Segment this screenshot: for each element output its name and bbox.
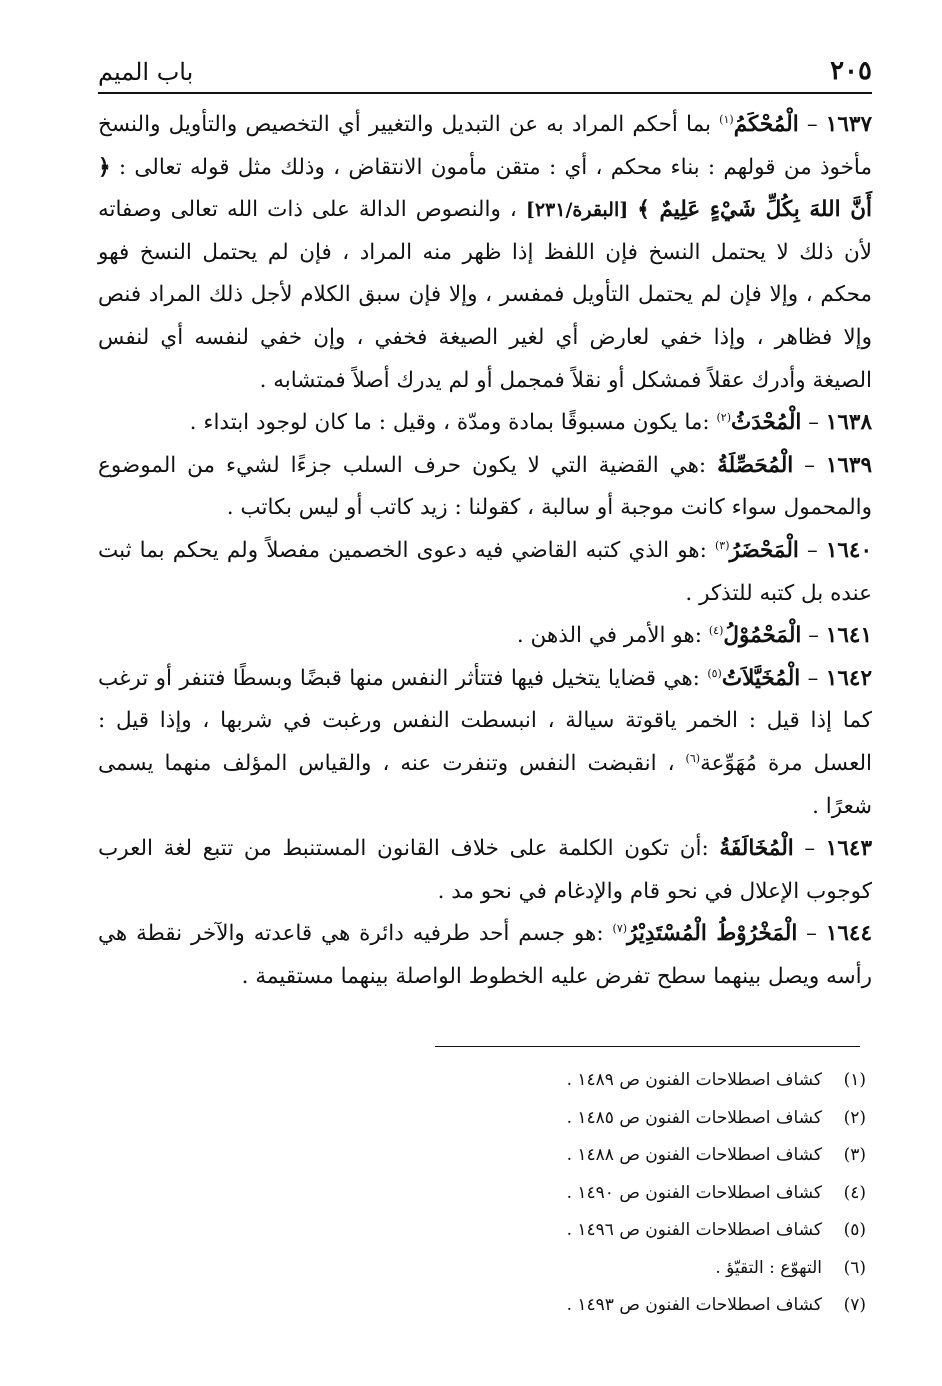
footnote-marker: (١) bbox=[719, 112, 734, 126]
entry-1644: ١٦٤٤ – الْمَخْرُوْطُ الْمُسْتَدِيْرُ$^{(٧)}$ :هو جسم أحد طرفيه دائرة هي قاعدته والآخر نقطة هي رأسه ويصل بينهما سطح تفرض عليه الخطوط الواصلة بينهما مستقيمة . bbox=[98, 921, 873, 989]
entry-1639: ١٦٣٩ – الْمُحَصِّلَةُ :هي القضية التي لا يكون حرف السلب جزءًا لشيء من الموضوع والمحمول سواء كانت موجبة أو سالبة ، كقولنا : زيد كاتب أو ليس بكاتب . bbox=[98, 452, 873, 521]
footnote-item bbox=[98, 1212, 866, 1250]
quran-verse: ﴿ أَنَّ اللهَ بِكُلِّ شَيْءٍ عَلِيمٌ ﴾ bbox=[98, 154, 872, 223]
entry-number: ١٦٤٣ bbox=[825, 836, 872, 862]
page-number: ٢٠٥ bbox=[830, 56, 872, 86]
footnote-marker: (٧) bbox=[612, 922, 628, 936]
entry-number: ١٦٤١ bbox=[825, 623, 872, 649]
footnote-number: (٣) bbox=[843, 1145, 866, 1165]
footnote-item bbox=[98, 1175, 866, 1213]
entry-definition: :أن تكون الكلمة على خلاف القانون المستنبط من تتبع لغة العرب كوجوب الإعلال في نحو قام والإدغام في نحو مد . bbox=[98, 836, 872, 904]
entry-definition: :هو الأمر في الذهن . bbox=[516, 623, 703, 649]
entry-number: ١٦٤٤ bbox=[825, 921, 873, 947]
entry-definition: :ما يكون مسبوقًا بمادة ومدّة ، وقيل : ما كان لوجود ابتداء . bbox=[189, 410, 710, 436]
entry-term: الْمُخَيَّلاَتُ bbox=[721, 665, 801, 691]
footnotes bbox=[98, 1062, 866, 1325]
main-text bbox=[98, 104, 872, 998]
entry-number: ١٦٣٧ bbox=[825, 112, 872, 137]
entry-number: ١٦٤٠ bbox=[825, 537, 873, 563]
entry-definition: :هو الذي كتبه القاضي فيه دعوى الخصمين مفصلاً ولم يحكم بما ثبت عنده بل كتبه للتذكر . bbox=[98, 537, 872, 606]
footnote-marker: (٦) bbox=[685, 751, 701, 765]
entry-definition: بما أحكم المراد به عن التبديل والتغيير أي التخصيص والتأويل والنسخ مأخوذ من قولهم : بناء محكم ، أي : متقن مأمون الانتقاض ، وذلك مثل قوله تعالى : bbox=[98, 112, 873, 180]
footnote-marker: (٢) bbox=[716, 411, 732, 424]
footnote-number: (٦) bbox=[843, 1257, 866, 1278]
entry-term: الْمَحْضَرُ bbox=[729, 537, 799, 563]
footnote-item bbox=[98, 1250, 866, 1288]
footnote-item bbox=[98, 1062, 866, 1100]
entry-definition: :هي قضايا يتخيل فيها فتتأثر النفس منها قبضًا وبسطًا فتنفر أو ترغب كما إذا قيل : الخمر ياقوتة سيالة ، انبسطت النفس ورغبت في شربها ، وإذا قيل : العسل مرة مُهَوِّعة bbox=[98, 665, 873, 776]
footnote-text: التهوّع : التقيّؤ . bbox=[715, 1257, 822, 1278]
entry-term: الْمُحْدَثُ bbox=[731, 410, 802, 436]
entry-1641: ١٦٤١ – الْمَحْمُوْلُ$^{(٤)}$ :هو الأمر في الذهن . bbox=[516, 623, 872, 649]
footnote-text: كشاف اصطلاحات الفنون ص ١٤٩٠ . bbox=[566, 1182, 822, 1203]
entry-number: ١٦٣٩ bbox=[825, 452, 873, 478]
entry-1643: ١٦٤٣ – الْمُخَالَفَةُ :أن تكون الكلمة على خلاف القانون المستنبط من تتبع لغة العرب كوجوب الإعلال في نحو قام والإدغام في نحو مد . bbox=[98, 836, 872, 904]
footnote-item bbox=[98, 1137, 866, 1175]
footnote-text: كشاف اصطلاحات الفنون ص ١٤٩٣ . bbox=[566, 1295, 822, 1315]
entry-definition-continued: ، انقبضت النفس وتنفرت عنه ، والقياس المؤلف منهما يسمى شعرًا . bbox=[98, 750, 872, 819]
footnote-item bbox=[98, 1100, 866, 1138]
footnote-text: كشاف اصطلاحات الفنون ص ١٤٩٦ . bbox=[566, 1220, 822, 1240]
entry-number: ١٦٤٢ bbox=[825, 665, 872, 691]
footnote-text: كشاف اصطلاحات الفنون ص ١٤٨٥ . bbox=[566, 1107, 822, 1128]
entry-definition: :هي القضية التي لا يكون حرف السلب جزءًا لشيء من الموضوع والمحمول سواء كانت موجبة أو سالبة ، كقولنا : زيد كاتب أو ليس بكاتب . bbox=[98, 452, 872, 521]
entry-term: الْمُخَالَفَةُ bbox=[719, 836, 794, 862]
entry-term: الْمُحَصِّلَةُ bbox=[717, 452, 794, 478]
footnote-marker: (٣) bbox=[715, 538, 730, 552]
entry-definition: :هو جسم أحد طرفيه دائرة هي قاعدته والآخر نقطة هي رأسه ويصل بينهما سطح تفرض عليه الخطوط الواصلة بينهما مستقيمة . bbox=[98, 921, 872, 989]
footnote-number: (١) bbox=[843, 1070, 866, 1090]
entry-term: الْمَحْمُوْلُ bbox=[723, 623, 802, 649]
footnote-number: (٢) bbox=[843, 1107, 866, 1128]
entry-1638: ١٦٣٨ – الْمُحْدَثُ$^{(٢)}$ :ما يكون مسبوقًا بمادة ومدّة ، وقيل : ما كان لوجود ابتداء . bbox=[189, 410, 872, 436]
page-header bbox=[98, 56, 872, 94]
footnote-number: (٤) bbox=[843, 1182, 866, 1203]
footnote-marker: (٥) bbox=[707, 666, 722, 680]
entry-1637: ١٦٣٧ – الْمُحْكَمُ$^{(١)}$ بما أحكم المراد به عن التبديل والتغيير أي التخصيص والتأويل والنسخ مأخوذ من قولهم : بناء محكم ، أي : متقن مأمون الانتقاض ، وذلك مثل قوله تعالى : ﴿ أَنَّ اللهَ بِكُلِّ شَيْءٍ عَلِيمٌ ﴾ [البقرة/٢٣١] ، والنصوص الدالة على ذات الله تعالى وصفاته لأن ذلك لا يحتمل النسخ فإن اللفظ إذا ظهر منه المراد ، فإن لم يحتمل النسخ فهو محكم ، وإلا فإن لم يحتمل التأويل فمفسر ، وإلا فإن سبق الكلام لأجل ذلك المراد فنص وإلا فظاهر ، وإذا خفي لعارض أي لغير الصيغة فخفي ، وإن خفي لنفسه أي لنفس الصيغة وأدرك عقلاً فمشكل أو نقلاً فمجمل أو لم يدرك أصلاً فمتشابه . bbox=[98, 112, 873, 393]
running-title: باب الميم bbox=[98, 58, 194, 86]
entry-term: الْمَخْرُوْطُ الْمُسْتَدِيْرُ bbox=[627, 921, 798, 947]
footnote-marker: (٤) bbox=[708, 623, 724, 637]
entry-1642: ١٦٤٢ – الْمُخَيَّلاَتُ$^{(٥)}$ :هي قضايا يتخيل فيها فتتأثر النفس منها قبضًا وبسطًا فتنفر أو ترغب كما إذا قيل : الخمر ياقوتة سيالة ، انبسطت النفس ورغبت في شربها ، وإذا قيل : العسل مرة مُهَوِّعة$^{(٦)}$ ، انقبضت النفس وتنفرت عنه ، والقياس المؤلف منهما يسمى شعرًا . bbox=[98, 665, 873, 819]
entry-1640: ١٦٤٠ – الْمَحْضَرُ$^{(٣)}$ :هو الذي كتبه القاضي فيه دعوى الخصمين مفصلاً ولم يحكم بما ثبت عنده بل كتبه للتذكر . bbox=[98, 537, 873, 606]
entry-term: الْمُحْكَمُ bbox=[733, 112, 799, 137]
footnote-number: (٧) bbox=[843, 1295, 866, 1315]
entry-number: ١٦٣٨ bbox=[825, 410, 872, 436]
footnote-text: كشاف اصطلاحات الفنون ص ١٤٨٨ . bbox=[566, 1145, 822, 1165]
footnote-item bbox=[98, 1287, 866, 1325]
footnote-number: (٥) bbox=[843, 1220, 866, 1240]
entry-definition-continued: ، والنصوص الدالة على ذات الله تعالى وصفاته لأن ذلك لا يحتمل النسخ فإن اللفظ إذا ظهر منه المراد ، فإن لم يحتمل النسخ فهو محكم ، وإلا فإن لم يحتمل التأويل فمفسر ، وإلا فإن سبق الكلام لأجل ذلك المراد فنص وإلا فظاهر ، وإذا خفي لعارض أي لغير الصيغة فخفي ، وإن خفي لنفسه أي لنفس الصيغة وأدرك عقلاً فمشكل أو نقلاً فمجمل أو لم يدرك أصلاً فمتشابه . bbox=[98, 197, 872, 393]
verse-reference: [البقرة/٢٣١] bbox=[525, 199, 629, 222]
footnote-divider bbox=[435, 1046, 860, 1047]
footnote-text: كشاف اصطلاحات الفنون ص ١٤٨٩ . bbox=[566, 1070, 822, 1090]
